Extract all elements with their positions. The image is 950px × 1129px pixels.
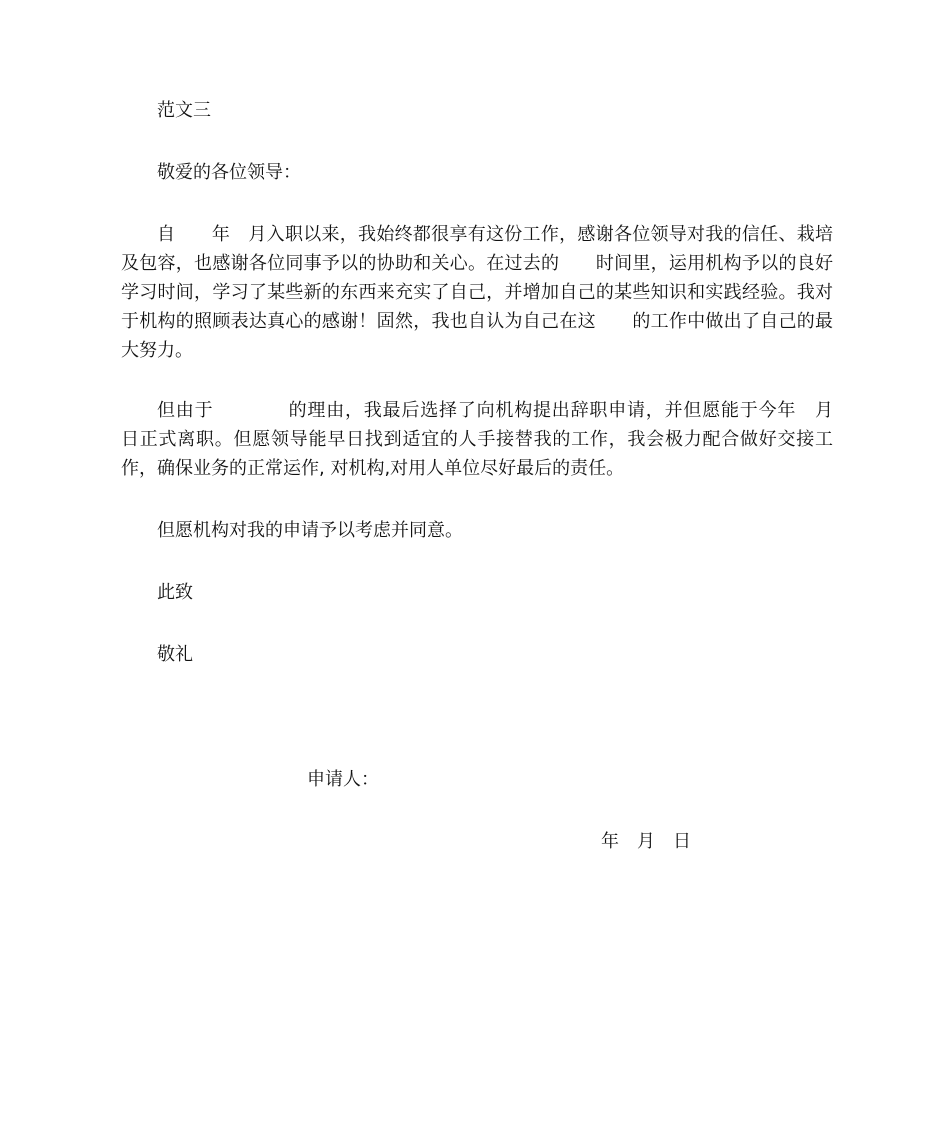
body-paragraph-2: 但由于 的理由，我最后选择了向机构提出辞职申请，并但愿能于今年 月 日正式离职。但愿领导能早日找到适宜的人手接替我的工作，我会极力配合做好交接工作，确保业务的正常运作, 对机构,对用人单位尽好最后的责任。	[121, 400, 851, 479]
salutation: 敬爱的各位领导：	[157, 162, 301, 183]
date-line: 年 月 日	[601, 831, 691, 852]
body-paragraph-1: 自 年 月入职以来，我始终都很享有这份工作，感谢各位领导对我的信任、栽培及包容，也感谢各位同事予以的协助和关心。在过去的 时间里，运用机构予以的良好学习时间，学习了某些新的东西来充实了自己，并增加自己的某些知识和实践经验。我对于机构的照顾表达真心的感谢！固然，我也自认为自己在这 的工作中做出了自己的最大努力。	[121, 224, 833, 361]
signature-label: 申请人：	[307, 769, 379, 790]
body-paragraph-3: 但愿机构对我的申请予以考虑并同意。	[157, 520, 463, 541]
closing-line-2: 敬礼	[157, 644, 193, 665]
closing-line-1: 此致	[157, 582, 193, 603]
document-heading: 范文三	[157, 100, 211, 121]
